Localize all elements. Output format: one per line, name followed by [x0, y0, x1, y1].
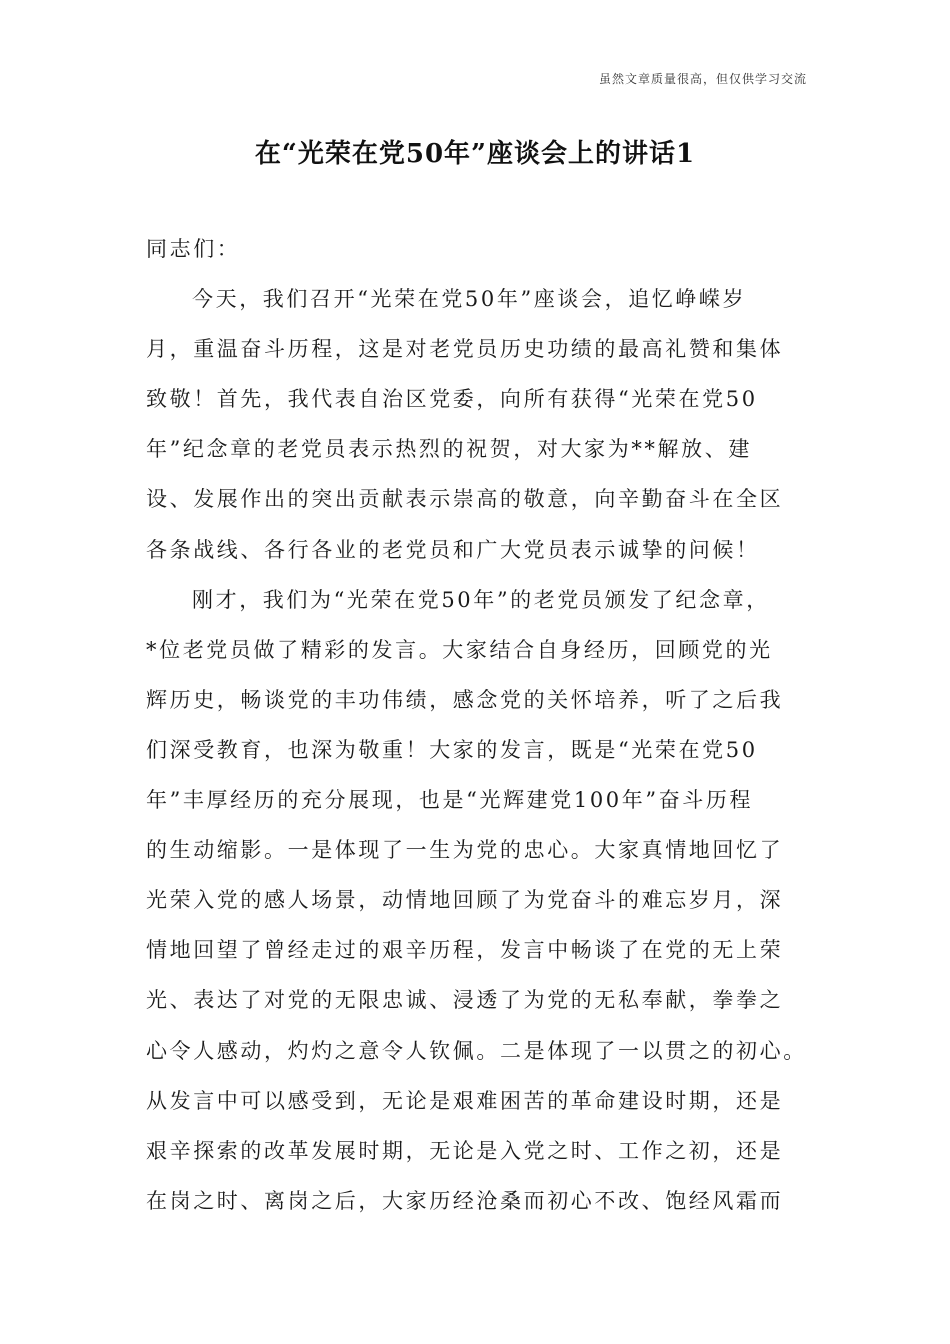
paragraph-1-line-5: 设、发展作出的突出贡献表示崇高的敬意，向辛勤奋斗在全区 — [146, 487, 784, 512]
paragraph-2-line-10: 心令人感动，灼灼之意令人钦佩。二是体现了一以贯之的初心。 — [146, 1038, 807, 1063]
paragraph-2-line-12: 艰辛探索的改革发展时期，无论是入党之时、工作之初，还是 — [146, 1138, 784, 1163]
paragraph-2-line-7: 光荣入党的感人场景，动情地回顾了为党奋斗的难忘岁月，深 — [146, 888, 784, 913]
paragraph-1-line-1: 今天，我们召开“光荣在党50年”座谈会，追忆峥嵘岁 — [192, 287, 747, 312]
paragraph-2-line-13: 在岗之时、离岗之后，大家历经沧桑而初心不改、饱经风霜而 — [146, 1188, 784, 1213]
paragraph-2-line-2: *位老党员做了精彩的发言。大家结合自身经历，回顾党的光 — [146, 637, 773, 662]
salutation-line: 同志们： — [146, 237, 241, 261]
paragraph-2-line-6: 的生动缩影。一是体现了一生为党的忠心。大家真情地回忆了 — [146, 838, 784, 863]
paragraph-2-line-4: 们深受教育，也深为敬重！大家的发言，既是“光荣在党50 — [146, 737, 758, 762]
paragraph-1-line-6: 各条战线、各行各业的老党员和广大党员表示诚挚的问候！ — [146, 537, 760, 562]
paragraph-2-line-8: 情地回望了曾经走过的艰辛历程，发言中畅谈了在党的无上荣 — [146, 938, 784, 963]
paragraph-1-line-3: 致敬！首先，我代表自治区党委，向所有获得“光荣在党50 — [146, 387, 758, 412]
document-body — [146, 224, 816, 1226]
document-title: 在“光荣在党50年”座谈会上的讲话1 — [254, 139, 696, 169]
paragraph-1-line-2: 月，重温奋斗历程，这是对老党员历史功绩的最高礼赞和集体 — [146, 337, 784, 362]
paragraph-2-line-11: 从发言中可以感受到，无论是艰难困苦的革命建设时期，还是 — [146, 1088, 784, 1113]
paragraph-2-line-3: 辉历史，畅谈党的丰功伟绩，感念党的关怀培养，听了之后我 — [146, 687, 784, 712]
paragraph-2-line-9: 光、表达了对党的无限忠诚、浸透了为党的无私奉献，拳拳之 — [146, 988, 784, 1013]
header-note: 虽然文章质量很高，但仅供学习交流 — [598, 72, 807, 86]
paragraph-1-line-4: 年”纪念章的老党员表示热烈的祝贺，对大家为**解放、建 — [146, 437, 752, 462]
paragraph-2-line-5: 年”丰厚经历的充分展现，也是“光辉建党100年”奋斗历程 — [146, 788, 754, 813]
paragraph-2-line-1: 刚才，我们为“光荣在党50年”的老党员颁发了纪念章， — [192, 587, 770, 612]
